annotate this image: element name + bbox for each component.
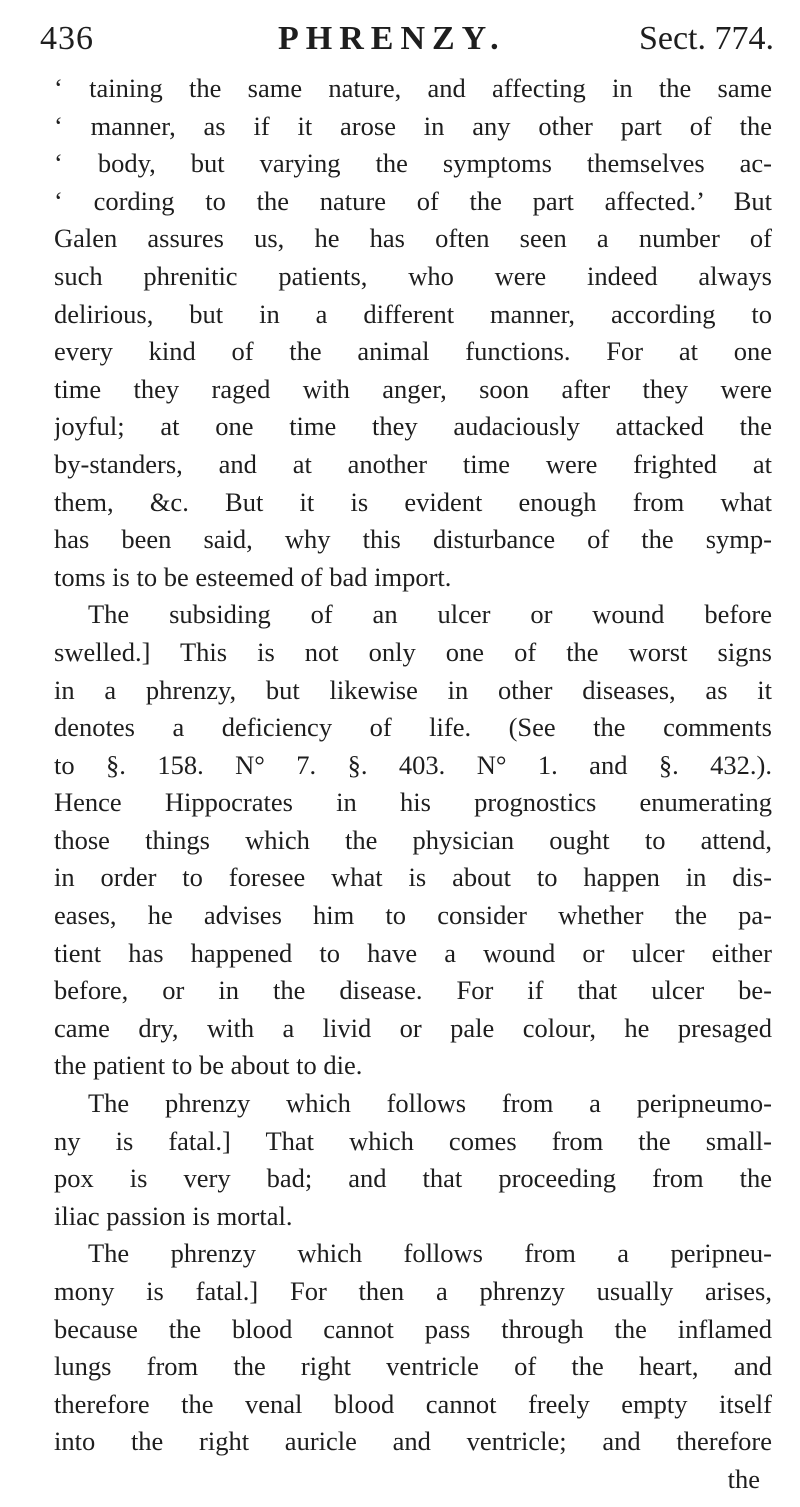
page-title: PHRENZY. <box>278 20 506 57</box>
text-line: Hence Hippocrates in his prognostics enumerating <box>54 787 772 818</box>
text-line: the patient to be about to die. <box>54 1050 363 1081</box>
running-head <box>40 16 780 62</box>
page-number: 436 <box>40 20 94 57</box>
text-line: came dry, with a livid or pale colour, he presaged <box>54 1012 772 1043</box>
body-text <box>54 70 772 1499</box>
text-line: those things which the physician ought to attend, <box>54 824 772 855</box>
text-line: because the blood cannot pass through the inflamed <box>54 1313 772 1344</box>
text-line: therefore the venal blood cannot freely empty itself <box>54 1388 772 1419</box>
text-line: mony is fatal.] For then a phrenzy usually arises, <box>54 1276 772 1306</box>
text-line: every kind of the animal functions. For at one <box>54 336 772 367</box>
text-line: by-standers, and at another time were frighted at <box>54 448 772 479</box>
text-line: ‘ cording to the nature of the part affected.’ But <box>54 185 772 216</box>
text-line: swelled.] This is not only one of the worst signs <box>54 636 772 667</box>
text-line: The phrenzy which follows from a peripneu- <box>88 1238 772 1269</box>
text-line: pox is very bad; and that proceeding from the <box>54 1163 772 1194</box>
text-line: lungs from the right ventricle of the heart, and <box>54 1351 772 1382</box>
catchword: the <box>727 1463 760 1494</box>
text-line: ny is fatal.] That which comes from the small- <box>54 1125 772 1156</box>
text-line: ‘ taining the same nature, and affecting in the same <box>54 73 772 103</box>
text-line: Galen assures us, he has often seen a number of <box>54 223 772 254</box>
text-line: has been said, why this disturbance of the symp- <box>54 524 772 555</box>
text-line: into the right auricle and ventricle; and therefore <box>54 1426 772 1457</box>
text-line: tient has happened to have a wound or ulcer either <box>54 937 772 968</box>
text-line: The phrenzy which follows from a peripneumo- <box>88 1088 772 1119</box>
text-line: The subsiding of an ulcer or wound before <box>88 599 772 630</box>
text-line: them, &c. But it is evident enough from what <box>54 486 772 517</box>
text-line: denotes a deficiency of life. (See the comments <box>54 712 772 743</box>
text-line: in a phrenzy, but likewise in other diseases, as it <box>54 674 772 705</box>
text-line: toms is to be esteemed of bad import. <box>54 561 452 592</box>
text-line: time they raged with anger, soon after they were <box>54 373 772 404</box>
text-line: ‘ manner, as if it arose in any other part of the <box>54 110 772 141</box>
text-line: before, or in the disease. For if that ulcer be- <box>54 975 772 1006</box>
section-number: Sect. 774. <box>638 20 774 57</box>
text-line: in order to foresee what is about to happen in dis- <box>54 862 772 893</box>
text-line: joyful; at one time they audaciously attacked the <box>54 411 772 442</box>
text-line: such phrenitic patients, who were indeed always <box>54 260 772 291</box>
text-line: delirious, but in a different manner, according to <box>54 298 772 329</box>
text-line: ‘ body, but varying the symptoms themselves ac- <box>54 148 772 179</box>
text-line: to §. 158. N° 7. §. 403. N° 1. and §. 432.). <box>54 749 772 780</box>
text-line: iliac passion is mortal. <box>54 1200 293 1231</box>
text-line: eases, he advises him to consider whether the pa- <box>54 900 772 931</box>
